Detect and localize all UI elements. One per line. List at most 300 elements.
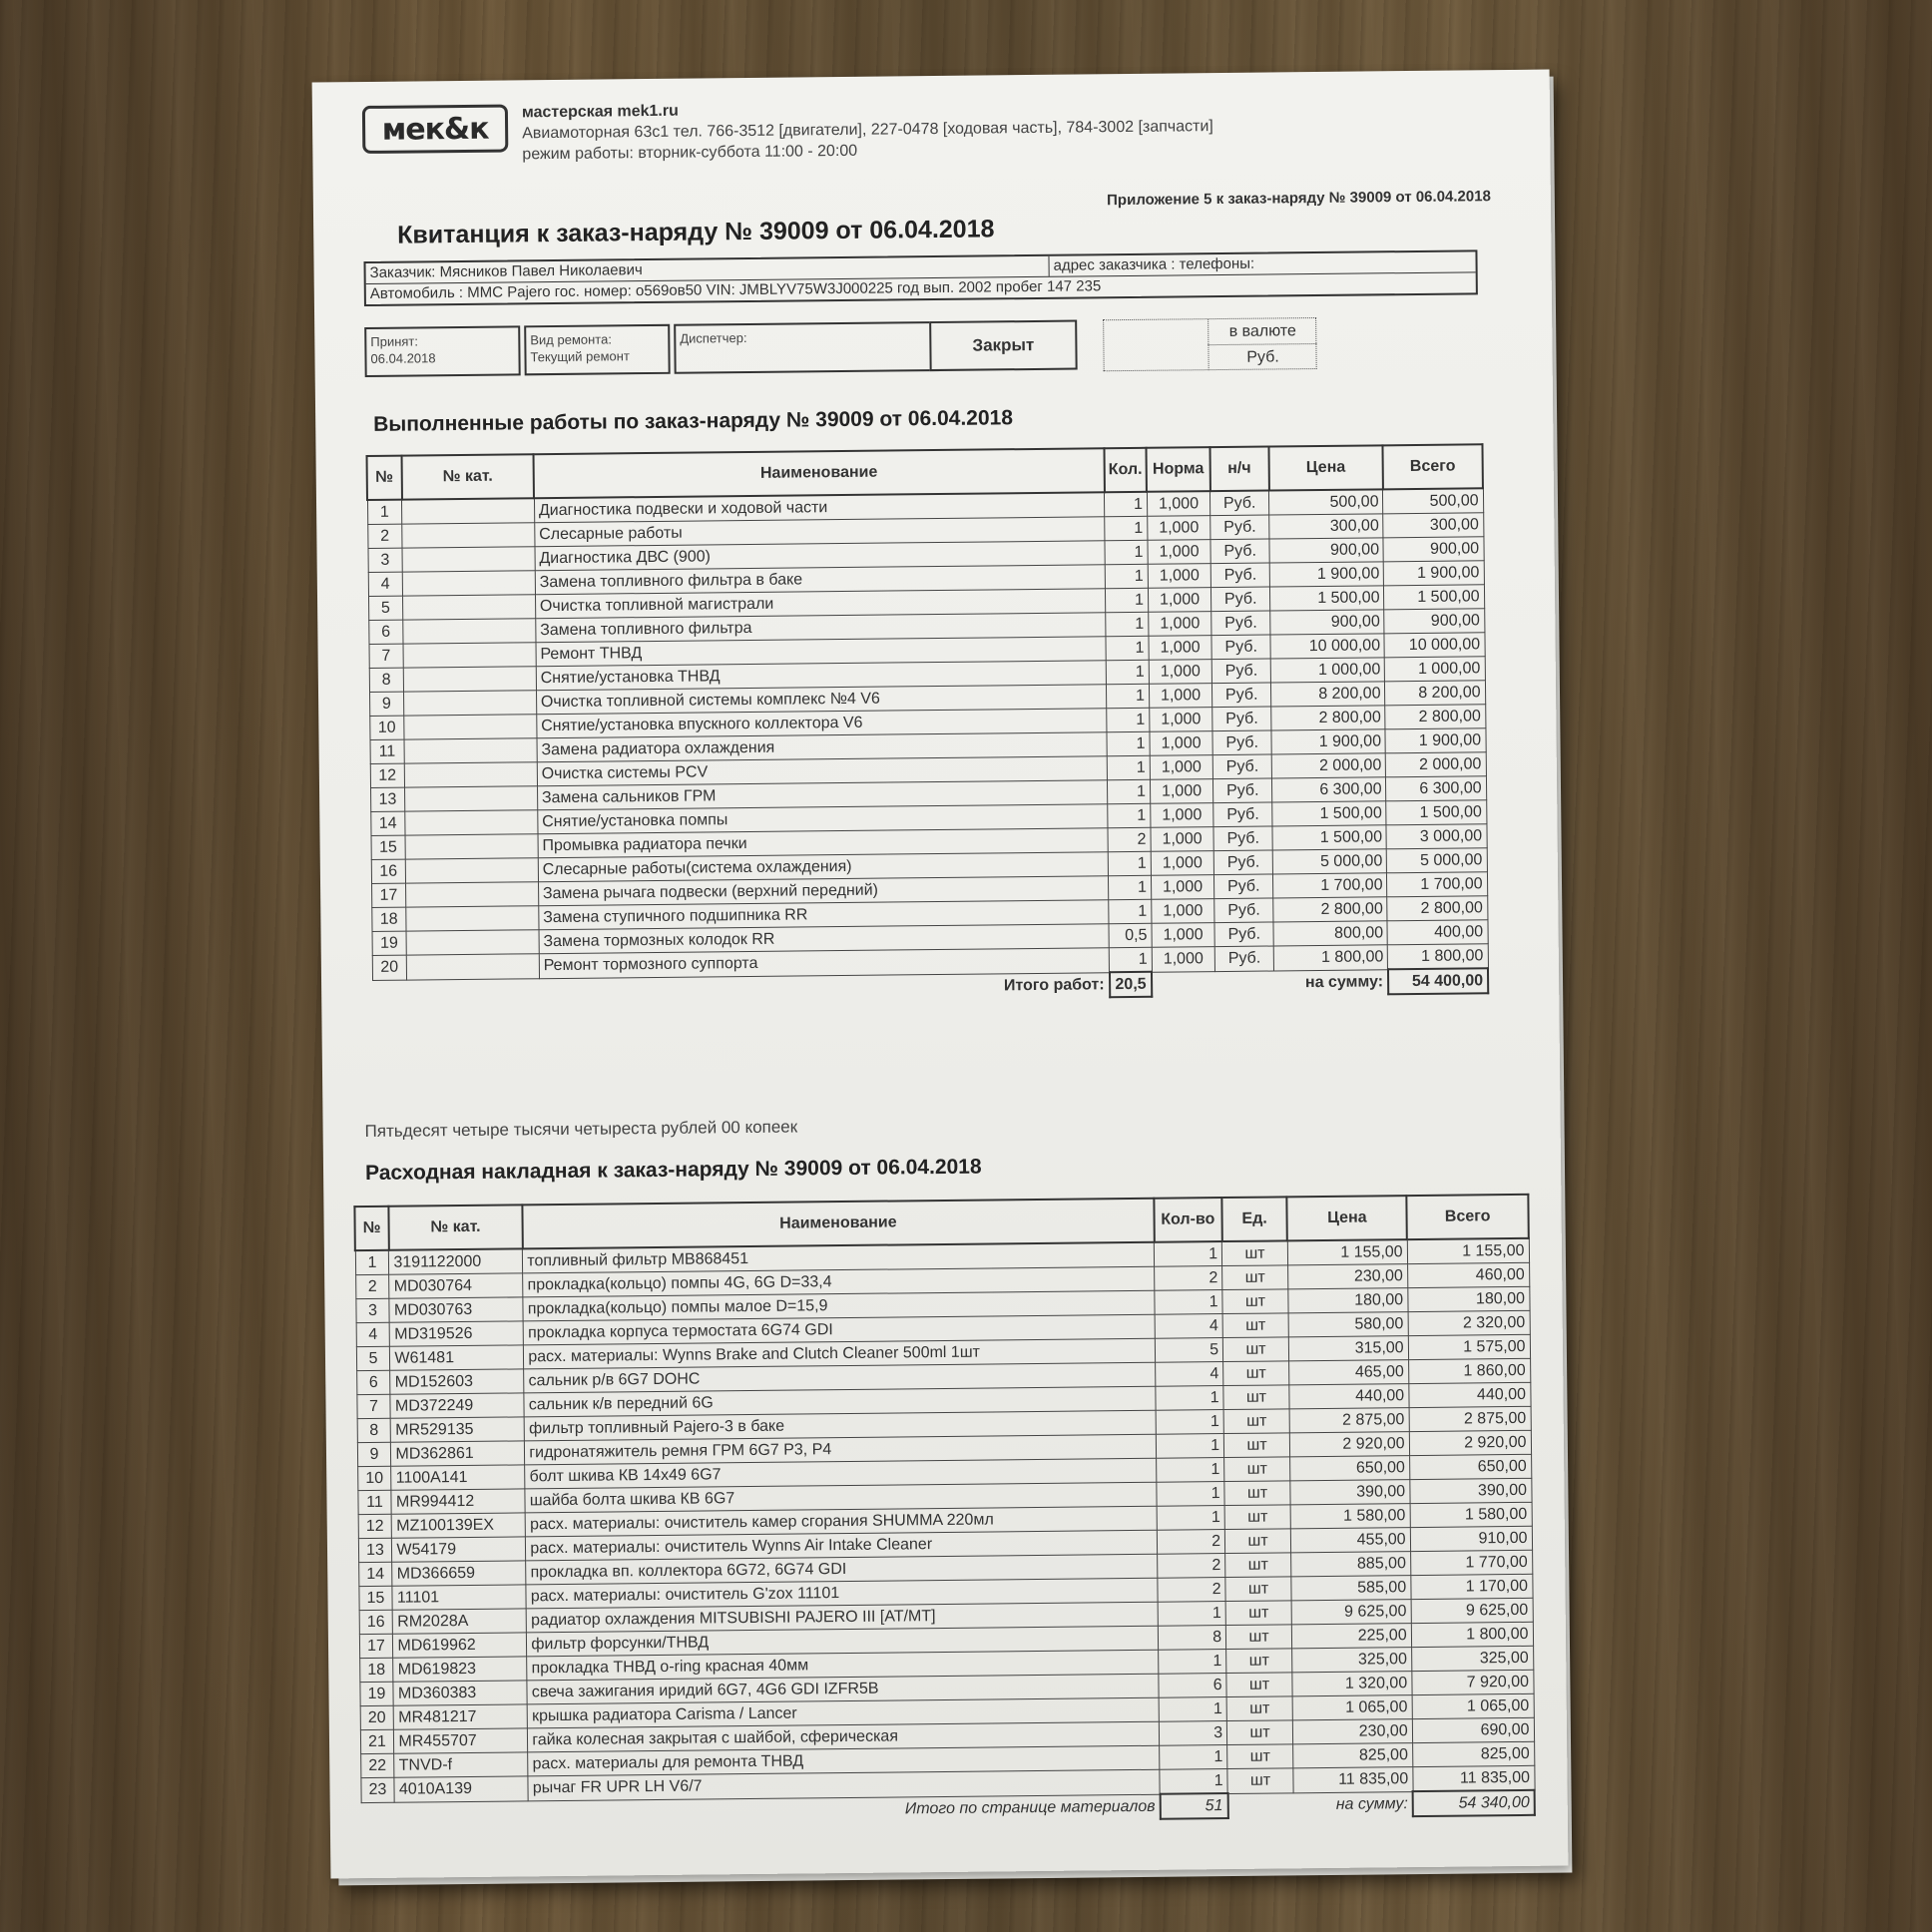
materials-cell: расх. материалы: очиститель камер сгорания SHUMMA 220мл [525, 1506, 1157, 1537]
company-address: Авиамоторная 63с1 тел. 766-3512 [двигатели], 227-0478 [ходовая часть], 784-3002 [запчасти] [522, 118, 1213, 143]
works-cell [403, 619, 536, 644]
works-cell: 1 [1105, 540, 1148, 564]
materials-cell: 1 [1157, 1506, 1224, 1531]
works-cell: 1 [1108, 875, 1151, 899]
works-cell: 1 800,00 [1388, 944, 1488, 970]
materials-cell: шт [1223, 1361, 1289, 1386]
materials-cell: гидронатяжитель ремня ГРМ 6G7 P3, P4 [525, 1434, 1157, 1465]
company-header [522, 95, 1213, 165]
works-cell: Снятие/установка помпы [538, 804, 1108, 834]
materials-cell: шт [1227, 1720, 1293, 1745]
materials-cell: 885,00 [1291, 1552, 1411, 1577]
works-cell: 1 [1107, 731, 1150, 755]
materials-cell: радиатор охлаждения MITSUBISHI PAJERO III [AT/MT] [526, 1602, 1158, 1633]
materials-cell: 2 [1158, 1578, 1225, 1603]
works-cell: Замена тормозных колодок RR [539, 924, 1109, 954]
materials-cell: 3 [355, 1298, 389, 1322]
materials-cell: 4 [356, 1322, 390, 1346]
works-cell: 2 800,00 [1271, 706, 1385, 730]
materials-cell: 1 [1157, 1458, 1224, 1483]
materials-cell: фильтр форсунки/ТНВД [527, 1626, 1159, 1657]
works-cell: 6 [368, 620, 403, 644]
works-cell: 1,000 [1152, 923, 1214, 948]
works-cell: 1,000 [1149, 660, 1211, 685]
works-cell: Диагностика подвески и ходовой части [534, 492, 1104, 522]
materials-cell: 19 [359, 1682, 393, 1705]
works-cell: 2 800,00 [1387, 896, 1487, 921]
materials-cell: прокладка(кольцо) помпы 4G, 6G D=33,4 [523, 1266, 1155, 1297]
materials-cell: 1 800,00 [1411, 1622, 1533, 1647]
works-cell: 1,000 [1150, 755, 1212, 780]
materials-cell: 1 [1157, 1434, 1224, 1459]
materials-cell: расх. материалы: Wynns Brake and Clutch Cleaner 500ml 1шт [524, 1338, 1156, 1369]
works-header-cell: № [367, 456, 402, 500]
materials-cell: 460,00 [1407, 1262, 1529, 1287]
works-cell: 2 [367, 524, 402, 548]
works-cell [402, 547, 535, 572]
works-cell: 6 300,00 [1386, 776, 1486, 801]
materials-cell: 17 [359, 1634, 393, 1658]
materials-cell: 180,00 [1288, 1288, 1408, 1313]
works-cell: 5 000,00 [1272, 849, 1386, 874]
works-cell: 11 [370, 739, 405, 763]
materials-cell: 1 575,00 [1408, 1334, 1530, 1359]
works-cell: 20 [372, 955, 407, 980]
accepted-label: Принят: [370, 333, 419, 349]
currency-box [1103, 317, 1317, 371]
works-cell: Ремонт ТНВД [536, 637, 1106, 667]
works-cell: Ремонт тормозного суппорта [539, 948, 1109, 978]
works-cell: Руб. [1211, 611, 1270, 636]
works-cell: 1 000,00 [1270, 658, 1384, 683]
appendix-note: Приложение 5 к заказ-наряду № 39009 от 06.04.2018 [1107, 188, 1491, 210]
works-cell [405, 858, 538, 883]
materials-cell: 1 580,00 [1290, 1504, 1410, 1529]
materials-cell: 11 [357, 1490, 391, 1514]
works-total-label: Итого работ: [1003, 976, 1105, 995]
works-cell: 1 [1105, 516, 1148, 540]
materials-cell: 455,00 [1290, 1528, 1410, 1553]
materials-cell: 1 155,00 [1287, 1239, 1407, 1265]
materials-cell: 14 [358, 1562, 392, 1586]
materials-cell: рычаг FR UPR LH V6/7 [528, 1769, 1160, 1800]
works-cell [403, 667, 536, 692]
works-cell: 1 [1106, 612, 1149, 636]
materials-cell: 325,00 [1411, 1646, 1533, 1671]
works-cell: 5 [368, 596, 403, 620]
works-cell: 1 [1106, 636, 1149, 660]
works-cell: 1,000 [1148, 516, 1210, 541]
works-cell: Руб. [1212, 707, 1271, 731]
works-cell: 1 500,00 [1272, 801, 1386, 826]
materials-cell: 2 [355, 1274, 389, 1298]
materials-cell: 2 875,00 [1409, 1406, 1531, 1431]
materials-cell: 20 [360, 1705, 394, 1729]
works-cell [406, 954, 539, 980]
materials-cell: 11 835,00 [1293, 1767, 1413, 1793]
materials-cell: 1 [1159, 1697, 1226, 1722]
materials-cell: 225,00 [1291, 1624, 1411, 1649]
works-cell: 300,00 [1383, 513, 1483, 538]
works-cell [406, 906, 539, 931]
customer-car: Автомобиль : MMC Pajero гос. номер: о569ов50 VIN: JMBLYV75W3J000225 год вып. 2002 пробег 147 235 [369, 277, 1102, 302]
works-cell: 8 200,00 [1271, 682, 1385, 707]
materials-cell: 2 [1158, 1554, 1225, 1579]
materials-cell: 650,00 [1290, 1456, 1410, 1481]
materials-cell: 11101 [392, 1585, 526, 1610]
materials-cell: 15 [358, 1586, 392, 1610]
works-cell: 13 [370, 787, 405, 811]
materials-cell: 7 920,00 [1412, 1670, 1534, 1694]
materials-cell: 2 [1158, 1530, 1225, 1555]
works-cell: Замена ступичного подшипника RR [539, 900, 1109, 930]
works-cell: 1 [1109, 947, 1152, 972]
materials-cell: 10 [357, 1466, 391, 1490]
materials-cell: шт [1225, 1601, 1291, 1626]
works-cell: Руб. [1214, 898, 1273, 923]
materials-cell: шт [1224, 1433, 1290, 1458]
works-cell [404, 691, 537, 716]
materials-cell: 2 320,00 [1408, 1310, 1530, 1335]
works-cell: Руб. [1211, 587, 1270, 612]
materials-cell: MD619962 [393, 1633, 527, 1658]
materials-cell: прокладка корпуса термостата 6G74 GDI [523, 1314, 1155, 1345]
works-cell: 4 [368, 572, 403, 596]
customer-box [363, 249, 1477, 306]
works-header-cell: Наименование [534, 448, 1105, 498]
works-cell: 500,00 [1269, 489, 1383, 515]
materials-cell: 440,00 [1289, 1384, 1409, 1409]
works-cell: 1 900,00 [1385, 728, 1485, 753]
materials-cell: MD372249 [390, 1393, 524, 1418]
works-cell: 1 900,00 [1269, 562, 1383, 587]
works-cell [404, 762, 537, 787]
materials-cell: 825,00 [1412, 1741, 1534, 1766]
works-cell: 7 [369, 644, 404, 668]
materials-table [353, 1194, 1535, 1828]
materials-cell: MR481217 [394, 1704, 528, 1729]
materials-cell: 825,00 [1293, 1743, 1413, 1768]
materials-cell: 2 875,00 [1289, 1408, 1409, 1433]
works-cell: 2 000,00 [1386, 752, 1486, 777]
materials-cell: 1 [1160, 1769, 1227, 1794]
materials-cell: шт [1226, 1649, 1292, 1674]
materials-cell: 690,00 [1412, 1717, 1534, 1742]
materials-cell: фильтр топливный Pajero-3 в баке [524, 1410, 1156, 1441]
materials-cell: гайка колесная закрытая с шайбой, сферическая [528, 1721, 1160, 1752]
materials-cell: шт [1224, 1481, 1290, 1506]
materials-cell: 1 320,00 [1292, 1672, 1412, 1696]
materials-cell: расх. материалы: очиститель G'zox 11101 [526, 1578, 1158, 1609]
works-header-cell: Всего [1382, 444, 1482, 489]
works-cell: 1,000 [1151, 875, 1213, 900]
works-sum-label: на сумму: [1304, 973, 1384, 991]
works-cell: 1 900,00 [1271, 729, 1385, 754]
works-cell: Снятие/установка впускного коллектора V6 [537, 709, 1107, 738]
repair-type-box [524, 324, 671, 376]
materials-cell: RM2028A [393, 1609, 527, 1634]
works-cell: Руб. [1210, 563, 1269, 588]
materials-cell: 8 [1159, 1626, 1226, 1651]
works-header-cell: № кат. [401, 454, 534, 499]
materials-cell: 9 625,00 [1291, 1600, 1411, 1625]
works-cell [405, 834, 538, 859]
materials-cell: 4 [1156, 1362, 1223, 1387]
materials-cell: MD152603 [390, 1369, 524, 1394]
currency-label: в валюте [1208, 318, 1316, 344]
materials-cell: 1 [1160, 1745, 1227, 1770]
works-cell: Руб. [1213, 802, 1272, 827]
materials-cell: шт [1226, 1696, 1292, 1721]
works-cell: 1 500,00 [1384, 585, 1484, 610]
works-cell: 9 [369, 692, 404, 716]
works-total-qty: 20,5 [1110, 972, 1153, 997]
accepted-date: 06.04.2018 [370, 350, 436, 366]
materials-total-label: Итого по странице материалов [904, 1797, 1156, 1818]
works-cell: 1 500,00 [1272, 825, 1386, 850]
works-cell: 1 [1108, 803, 1151, 827]
works-cell: 12 [370, 763, 405, 787]
works-section-title: Выполненные работы по заказ-наряду № 39009 от 06.04.2018 [373, 406, 1014, 436]
materials-cell: 21 [360, 1729, 394, 1753]
materials-sum-value: 54 340,00 [1413, 1790, 1535, 1816]
materials-cell: 13 [358, 1538, 392, 1562]
works-total-spacer [1152, 970, 1274, 996]
materials-cell: шт [1227, 1768, 1293, 1793]
works-cell: Руб. [1214, 874, 1273, 899]
works-cell: 1,000 [1149, 612, 1211, 637]
materials-cell: 1 860,00 [1408, 1358, 1530, 1383]
dispatcher-box [674, 321, 942, 374]
works-cell: Руб. [1210, 491, 1269, 516]
closed-status-button[interactable]: Закрыт [929, 320, 1078, 372]
works-cell: 8 [369, 668, 404, 692]
materials-cell: 23 [360, 1777, 394, 1802]
sum-in-words: Пятьдесят четыре тысячи четыреста рублей 00 копеек [364, 1117, 798, 1142]
works-cell: 900,00 [1269, 538, 1383, 563]
works-cell: 1,000 [1150, 708, 1212, 732]
works-cell [402, 571, 535, 596]
works-cell: 2 800,00 [1273, 897, 1387, 922]
works-cell: 6 300,00 [1272, 777, 1386, 802]
materials-cell: 580,00 [1288, 1312, 1408, 1337]
works-cell: Руб. [1213, 778, 1272, 803]
works-header-cell: Норма [1147, 447, 1210, 492]
materials-cell: сальник к/в передний 6G [524, 1386, 1156, 1417]
materials-cell: шт [1224, 1457, 1290, 1482]
materials-cell: 2 [1155, 1266, 1222, 1291]
materials-section-title: Расходная накладная к заказ-наряду № 39009 от 06.04.2018 [364, 1155, 982, 1186]
materials-cell: шт [1223, 1385, 1289, 1410]
works-table [366, 443, 1490, 1006]
works-cell: 1 500,00 [1270, 586, 1384, 611]
materials-header-cell: № кат. [388, 1205, 522, 1249]
accepted-box [364, 325, 521, 377]
works-cell: 1,000 [1151, 803, 1213, 828]
materials-cell: 11 835,00 [1413, 1765, 1535, 1791]
works-cell: Руб. [1212, 730, 1271, 755]
materials-cell: 910,00 [1410, 1526, 1532, 1551]
materials-header-cell: Кол-во [1154, 1198, 1221, 1242]
works-cell: 1,000 [1152, 947, 1214, 972]
works-cell: 1,000 [1149, 636, 1211, 661]
works-cell: 18 [371, 907, 406, 931]
works-cell: 1,000 [1148, 588, 1210, 613]
materials-cell: 1 170,00 [1411, 1574, 1533, 1599]
works-cell: 1 700,00 [1273, 873, 1387, 898]
works-cell: 10 [369, 716, 404, 739]
materials-cell: 390,00 [1410, 1478, 1532, 1503]
materials-cell: свеча зажигания иридий 6G7, 4G6 GDI IZFR5B [527, 1674, 1159, 1704]
materials-cell: 1 [1155, 1290, 1222, 1315]
works-cell: 1 000,00 [1385, 657, 1485, 682]
materials-cell: 315,00 [1288, 1336, 1408, 1361]
works-cell: 8 200,00 [1385, 681, 1485, 706]
works-cell: 2 800,00 [1385, 705, 1485, 729]
materials-cell: 1100A141 [391, 1465, 525, 1490]
materials-header-cell: Ед. [1221, 1197, 1287, 1241]
works-cell: Слесарные работы [535, 517, 1105, 547]
materials-cell: шт [1222, 1265, 1288, 1290]
works-cell: 1 [1106, 684, 1149, 708]
materials-total-qty: 51 [1160, 1793, 1227, 1819]
materials-cell: 3191122000 [389, 1248, 523, 1274]
materials-cell: 1 [1158, 1602, 1225, 1627]
works-cell: Очистка системы PCV [537, 756, 1107, 786]
currency-value: Руб. [1208, 343, 1316, 370]
works-cell: 1,000 [1150, 731, 1212, 756]
materials-cell: шт [1224, 1505, 1290, 1530]
materials-cell: 12 [358, 1514, 392, 1538]
works-cell: 1 [1107, 755, 1150, 779]
works-cell: Слесарные работы(система охлаждения) [538, 852, 1108, 882]
works-cell [406, 882, 539, 907]
materials-cell: MD619823 [393, 1657, 527, 1682]
materials-cell: 6 [356, 1370, 390, 1394]
works-cell: 1,000 [1151, 827, 1213, 852]
works-cell: Руб. [1210, 515, 1269, 540]
works-cell [405, 786, 538, 811]
materials-cell: 16 [359, 1610, 393, 1634]
materials-header-cell: Наименование [522, 1199, 1154, 1249]
materials-cell: расх. материалы для ремонта ТНВД [528, 1745, 1160, 1776]
works-cell: 500,00 [1383, 488, 1483, 514]
materials-cell: 440,00 [1409, 1382, 1531, 1407]
materials-cell: 7 [356, 1394, 390, 1418]
works-cell: Замена топливного фильтра в баке [535, 565, 1105, 595]
materials-cell: шт [1227, 1744, 1293, 1769]
materials-cell: 1 770,00 [1410, 1550, 1532, 1575]
company-hours: режим работы: вторник-суббота 11:00 - 20:00 [522, 142, 858, 164]
materials-cell: шайба болта шкива КВ 6G7 [525, 1482, 1157, 1513]
works-cell [406, 930, 539, 955]
materials-cell: 1 [1156, 1410, 1223, 1435]
works-sum-value: 54 400,00 [1388, 968, 1488, 994]
materials-cell: 2 920,00 [1289, 1432, 1409, 1457]
materials-header-cell: Цена [1287, 1196, 1407, 1240]
works-cell: 1 [1104, 492, 1147, 517]
materials-header-cell: Всего [1407, 1195, 1529, 1239]
materials-sum-label: на сумму: [1335, 1794, 1409, 1813]
works-cell: Руб. [1212, 754, 1271, 779]
materials-cell: прокладка ТНВД o-ring красная 40мм [527, 1650, 1159, 1681]
works-cell: Руб. [1210, 539, 1269, 564]
works-cell: 1,000 [1151, 851, 1213, 876]
materials-cell: 5 [1156, 1338, 1223, 1363]
works-cell [403, 595, 536, 620]
works-cell: 1 [367, 500, 402, 525]
works-header-cell: Кол. [1104, 448, 1147, 492]
materials-cell: MR994412 [391, 1489, 525, 1514]
materials-cell: шт [1223, 1337, 1289, 1362]
works-cell [402, 523, 535, 548]
materials-cell: 230,00 [1292, 1719, 1412, 1744]
works-cell: 1 800,00 [1273, 945, 1387, 971]
materials-cell: W54179 [392, 1537, 526, 1562]
materials-cell: топливный фильтр MB868451 [523, 1242, 1155, 1273]
works-cell: 400,00 [1387, 920, 1487, 945]
materials-cell: болт шкива КВ 14x49 6G7 [525, 1458, 1157, 1489]
works-cell: Руб. [1213, 826, 1272, 851]
works-cell: 1 [1108, 851, 1151, 875]
works-cell: 1 700,00 [1387, 872, 1487, 897]
works-cell: 1 500,00 [1386, 800, 1486, 825]
materials-cell: MD030763 [389, 1297, 523, 1322]
works-cell: 16 [371, 859, 406, 883]
repair-type-value: Текущий ремонт [530, 348, 630, 365]
works-cell: 3 000,00 [1386, 824, 1486, 849]
materials-cell: 3 [1160, 1721, 1227, 1746]
works-cell [405, 810, 538, 835]
works-cell: Руб. [1211, 659, 1270, 684]
works-cell: 300,00 [1269, 514, 1383, 539]
repair-type-label: Вид ремонта: [530, 331, 612, 348]
materials-cell: прокладка(кольцо) помпы малое D=15,9 [523, 1290, 1155, 1321]
materials-cell: шт [1223, 1409, 1289, 1434]
materials-cell: MD030764 [389, 1273, 523, 1298]
works-cell: 800,00 [1273, 921, 1387, 946]
materials-cell: 1 [1156, 1386, 1223, 1411]
works-cell: 14 [370, 811, 405, 835]
page-title: Квитанция к заказ-наряду № 39009 от 06.04.2018 [397, 215, 995, 249]
works-header-cell: н/ч [1209, 447, 1269, 492]
dispatcher-label: Диспетчер: [680, 329, 747, 346]
works-cell [404, 715, 537, 739]
works-cell: 1,000 [1147, 491, 1209, 516]
materials-cell: 1 [1159, 1650, 1226, 1675]
materials-cell: прокладка вп. коллектора 6G72, 6G74 GDI [526, 1554, 1158, 1585]
works-cell: 10 000,00 [1270, 634, 1384, 659]
customer-name: Заказчик: Мясников Павел Николаевич [366, 256, 1050, 283]
materials-cell: 1 [1155, 1241, 1222, 1266]
works-cell: Диагностика ДВС (900) [535, 541, 1105, 571]
materials-cell: W61481 [390, 1345, 524, 1370]
materials-cell: 4010A139 [394, 1776, 528, 1802]
works-cell [404, 738, 537, 763]
works-cell: 1,000 [1148, 540, 1210, 565]
works-cell: Замена топливного фильтра [536, 613, 1106, 643]
materials-cell: расх. материалы: очиститель Wynns Air Intake Cleaner [526, 1530, 1158, 1561]
materials-cell: 8 [357, 1418, 391, 1442]
works-cell: Промывка радиатора печки [538, 828, 1108, 858]
works-cell: Замена сальников ГРМ [537, 780, 1107, 810]
materials-cell: шт [1226, 1673, 1292, 1697]
materials-cell: шт [1225, 1577, 1291, 1602]
works-cell: Замена рычага подвески (верхний передний) [538, 876, 1108, 906]
works-cell: Замена радиатора охлаждения [537, 732, 1107, 762]
materials-cell: 1 [1157, 1482, 1224, 1507]
materials-cell: шт [1225, 1553, 1291, 1578]
